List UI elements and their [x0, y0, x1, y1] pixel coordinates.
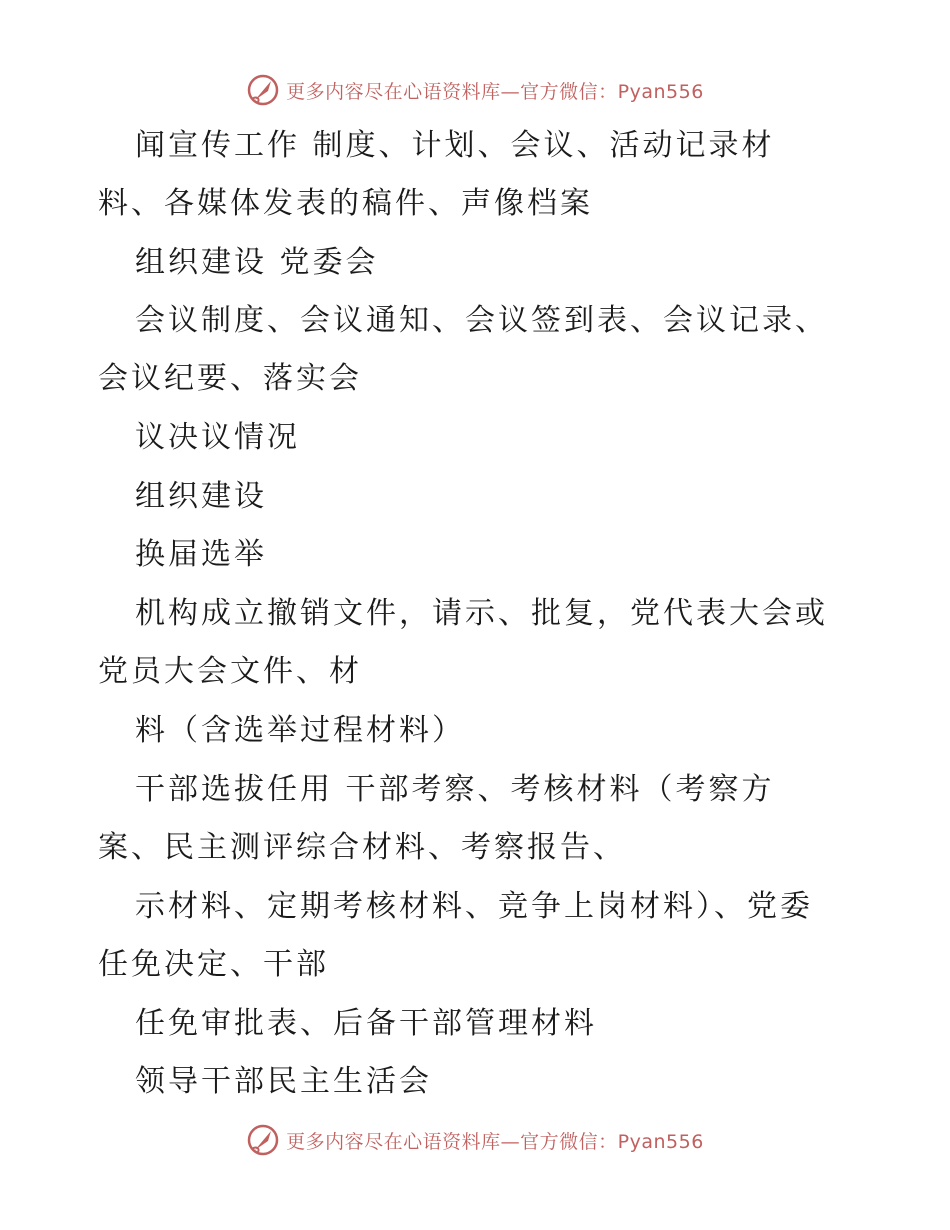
text-line: 组织建设 党委会 [135, 245, 379, 280]
text-line: 案、民主测评综合材料、考察报告、 [98, 830, 626, 865]
header-banner [0, 70, 950, 110]
banner-text: 更多内容尽在心语资料库—官方微信：Pyan556 [286, 1130, 704, 1153]
text-line: 任免审批表、后备干部管理材料 [135, 1006, 597, 1041]
text-line: 机构成立撤销文件，请示、批复，党代表大会或 [135, 596, 828, 631]
text-line: 会议纪要、落实会 [98, 361, 362, 396]
text-line: 料（含选举过程材料） [135, 713, 465, 748]
text-line: 任免决定、干部 [98, 947, 329, 982]
text-line: 党员大会文件、材 [98, 654, 362, 689]
banner-text: 更多内容尽在心语资料库—官方微信：Pyan556 [286, 80, 704, 103]
text-line: 会议制度、会议通知、会议签到表、会议记录、 [135, 303, 828, 338]
banner-code: Pyan556 [617, 1130, 704, 1153]
text-line: 干部选拔任用 干部考察、考核材料（考察方 [135, 772, 775, 807]
banner-code: Pyan556 [617, 80, 704, 103]
text-line: 议决议情况 [135, 420, 300, 455]
text-line: 闻宣传工作 制度、计划、会议、活动记录材 [135, 128, 775, 163]
text-line: 领导干部民主生活会 [135, 1064, 432, 1099]
footer-banner [0, 1120, 950, 1160]
text-line: 料、各媒体发表的稿件、声像档案 [98, 186, 593, 221]
quill-logo-icon [246, 73, 280, 107]
quill-logo-icon [246, 1123, 280, 1157]
text-line: 换届选举 [135, 537, 267, 572]
text-line: 组织建设 [135, 479, 267, 514]
text-line: 示材料、定期考核材料、竞争上岗材料）、党委 [135, 889, 813, 924]
